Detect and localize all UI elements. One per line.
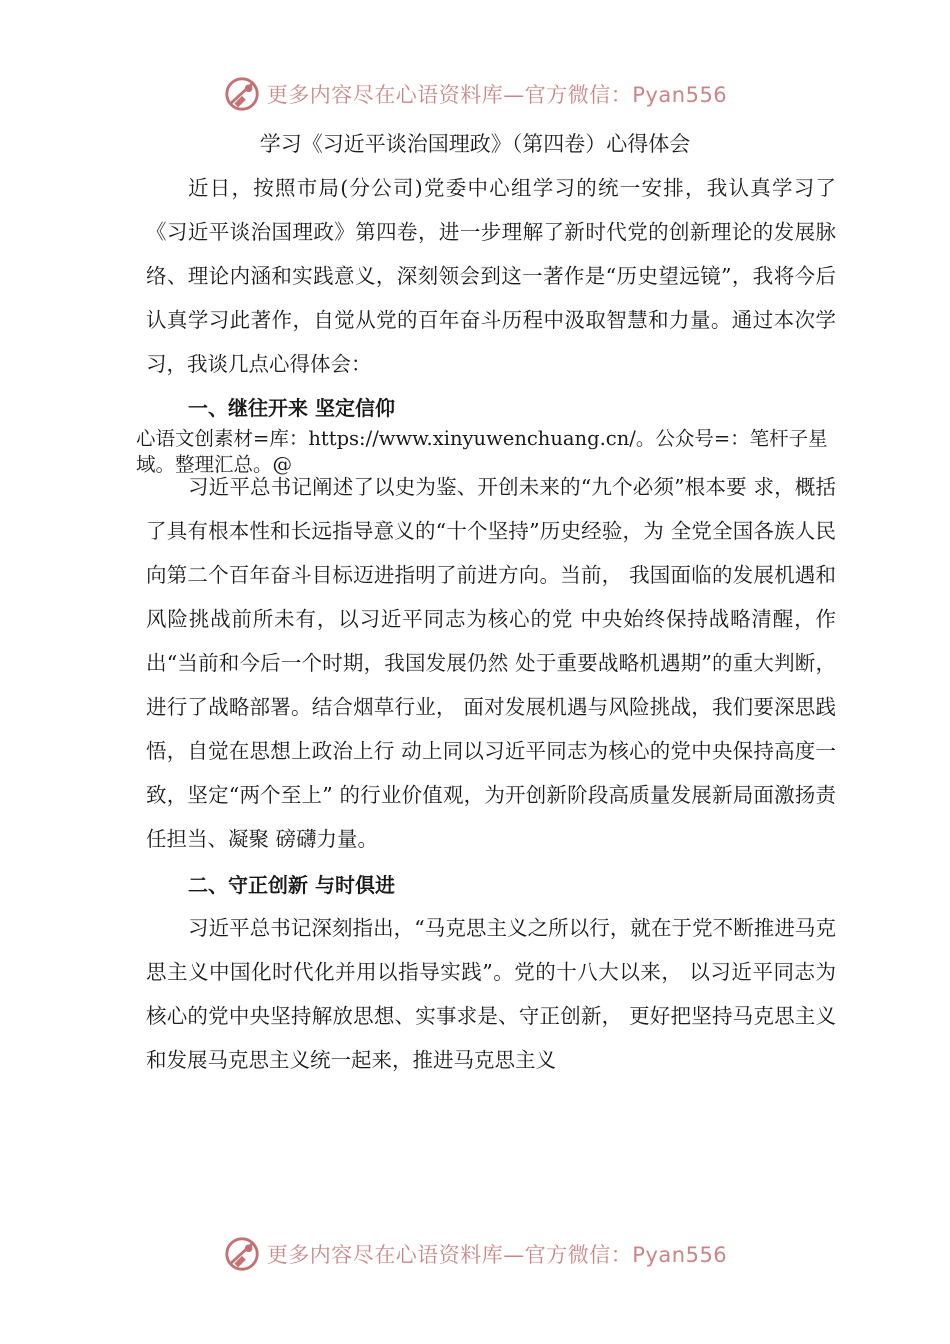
intro-paragraph: 近日，按照市局(分公司)党委中心组学习的统一安排，我认真学习了《习近平谈治国理政》第四卷，进一步理解了新时代党的创新理论的发展脉络、理论内涵和实践意义，深刻领会到这一著作是“历史望远镜”，我将今后认真学习此著作，自觉从党的百年奋斗历程中汲取智慧和力量。通过本次学习，我谈几点心得体会： (146, 176, 836, 376)
source-note: 心语文创素材=库：https://www.xinyuwenchuang.cn/。公众号=：笔杆子星域。整理汇总。@ (136, 427, 828, 476)
section-heading-2: 二、守正创新 与时俱进 (188, 873, 395, 897)
watermark-text: 更多内容尽在心语资料库—官方微信：Pyan556 (266, 1243, 728, 1267)
section-1-paragraph: 习近平总书记阐述了以史为鉴、开创未来的“九个必须”根本要 求，概括了具有根本性和长远指导意义的“十个坚持”历史经验，为 全党全国各族人民向第二个百年奋斗目标迈进指明了前进方向。当前， 我国面临的发展机遇和风险挑战前所未有，以习近平同志为核心的党 中央始终保持战略清醒，作出“当前和今后一个时期，我国发展仍然 处于重要战略机遇期”的重大判断，进行了战略部署。结合烟草行业， 面对发展机遇与风险挑战，我们要深思践悟，自觉在思想上政治上行 动上同以习近平同志为核心的党中央保持高度一致，坚定“两个至上” 的行业价值观，为开创新阶段高质量发展新局面激扬责任担当、凝聚 磅礴力量。 (146, 475, 836, 851)
pen-logo-icon (223, 1235, 261, 1273)
section-2-paragraph: 习近平总书记深刻指出，“马克思主义之所以行，就在于党不断推进马克思主义中国化时代化并用以指导实践”。党的十八大以来， 以习近平同志为核心的党中央坚持解放思想、实事求是、守正创新， 更好把坚持马克思主义和发展马克思主义统一起来，推进马克思主义 (146, 916, 836, 1072)
watermark-text: 更多内容尽在心语资料库—官方微信：Pyan556 (266, 83, 728, 107)
watermark-footer (0, 1232, 950, 1276)
pen-logo-icon (223, 75, 261, 113)
watermark-header (0, 72, 950, 116)
section-heading-1: 一、继往开来 坚定信仰 (188, 396, 395, 420)
document-title: 学习《习近平谈治国理政》（第四卷）心得体会 (259, 132, 691, 156)
